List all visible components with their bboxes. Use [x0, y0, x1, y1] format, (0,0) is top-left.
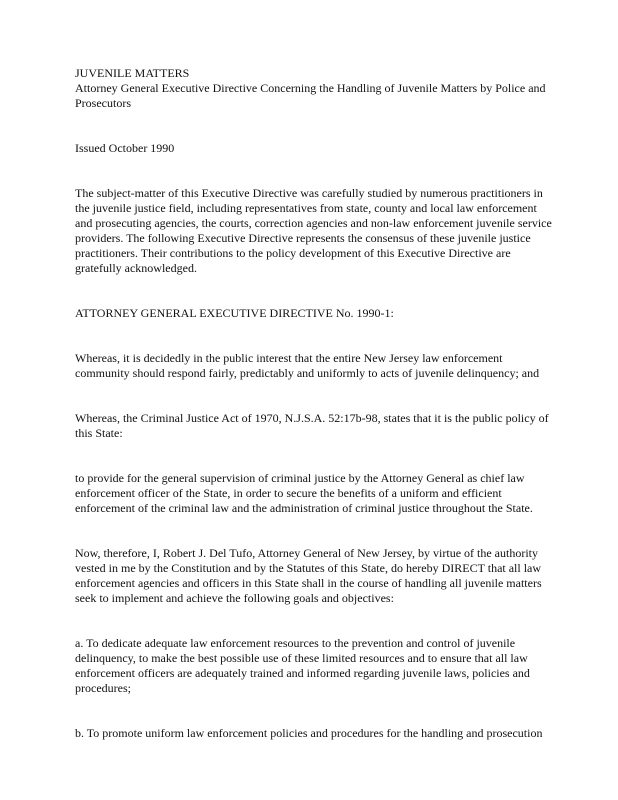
title-block	[75, 66, 553, 111]
goal-item-b: b. To promote uniform law enforcement policies and procedures for the handling and prosecution	[75, 726, 543, 740]
document-subheading: Attorney General Executive Directive Concerning the Handling of Juvenile Matters by Police and Prosecutors	[75, 81, 546, 110]
paragraph-directive: Now, therefore, I, Robert J. Del Tufo, Attorney General of New Jersey, by virtue of the authority vested in me by the Constitution and by the Statutes of this State, do hereby DIRECT that all law enforcement agencies and officers in this State shall in the course of handling all juvenile matters seek to implement and achieve the following goals and objectives:	[75, 546, 542, 605]
document-heading: JUVENILE MATTERS	[75, 66, 190, 80]
paragraph-whereas-criminal-justice-act: Whereas, the Criminal Justice Act of 1970, N.J.S.A. 52:17b-98, states that it is the public policy of this State:	[75, 411, 549, 440]
paragraph-general-supervision: to provide for the general supervision of criminal justice by the Attorney General as chief law enforcement officer of the State, in order to secure the benefits of a uniform and efficient enforcement of the criminal law and the administration of criminal justice throughout the State.	[75, 471, 533, 515]
paragraph-whereas-public-interest: Whereas, it is decidedly in the public interest that the entire New Jersey law enforcement community should respond fairly, predictably and uniformly to acts of juvenile delinquency; and	[75, 351, 540, 380]
paragraph-acknowledgement: The subject-matter of this Executive Directive was carefully studied by numerous practitioners in the juvenile justice field, including representatives from state, county and local law enforcement and prosecuting agencies, the courts, correction agencies and non-law enforcement juvenile service providers. The following Executive Directive represents the consensus of these juvenile justice practitioners. Their contributions to the policy development of this Executive Directive are gratefully acknowledged.	[75, 186, 552, 275]
document-body	[75, 66, 553, 771]
issued-date: Issued October 1990	[75, 141, 175, 155]
directive-number: ATTORNEY GENERAL EXECUTIVE DIRECTIVE No. 1990-1:	[75, 306, 394, 320]
goal-item-a: a. To dedicate adequate law enforcement resources to the prevention and control of juvenile delinquency, to make the best possible use of these limited resources and to ensure that all law enforcement officers are adequately trained and informed regarding juvenile laws, policies and procedures;	[75, 636, 530, 695]
